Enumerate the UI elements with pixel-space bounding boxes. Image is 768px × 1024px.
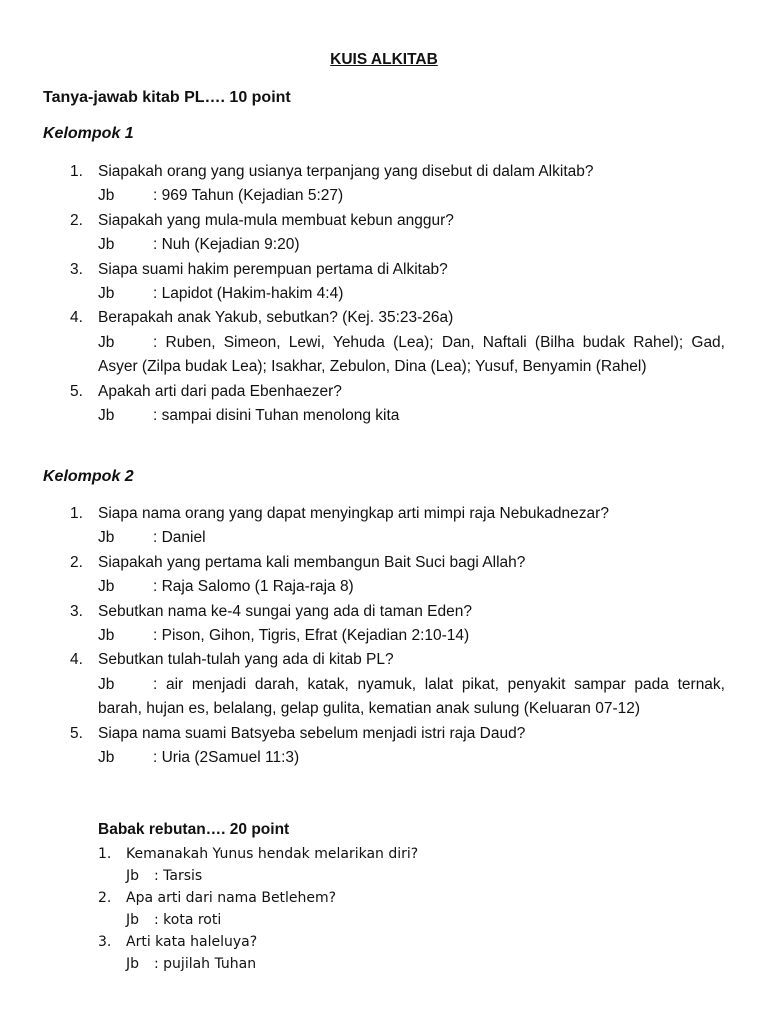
question-number: 3. [70,260,83,278]
question-text: Siapakah orang yang usianya terpanjang yang disebut di dalam Alkitab? [98,163,594,180]
list-item [70,258,725,307]
answer-prefix: Jb [98,236,115,254]
list-item [98,843,698,887]
question-number: 3. [70,602,83,620]
answer-text: : Uria (2Samuel 11:3) [153,749,300,767]
question-text: Siapakah yang mula-mula membuat kebun anggur? [98,211,454,229]
question-text: Sebutkan tulah-tulah yang ada di kitab PL? [98,651,394,669]
list-item [70,306,725,379]
answer-line [98,624,725,648]
section-heading-tanya-jawab: Tanya-jawab kitab PL…. 10 point [43,89,291,106]
answer-line [126,953,698,975]
question-text: Siapa nama orang yang dapat menyingkap arti mimpi raja Nebukadnezar? [98,505,609,522]
section-heading-babak-rebutan: Babak rebutan…. 20 point [98,821,290,838]
list-item [70,209,725,258]
list-item [70,502,725,551]
answer-line [126,865,698,887]
answer-prefix: Jb [126,956,140,972]
answer-prefix: Jb [98,675,115,693]
answer-text: : Pison, Gihon, Tigris, Efrat (Kejadian 2:10-14) [153,627,470,645]
answer-text: : air menjadi darah, katak, nyamuk, lalat pikat, penyakit sampar pada ternak, barah, hujan es, belalang, gelap gulita, kematian anak sulung (Keluaran 07-12) [98,675,725,718]
list-item [70,160,725,209]
list-item [70,380,725,429]
question-text: Apakah arti dari pada Ebenhaezer? [98,382,342,400]
answer-text: : Tarsis [154,868,203,884]
question-number: 1. [70,505,83,522]
question-number: 4. [70,651,83,669]
answer-text: : pujilah Tuhan [154,956,257,972]
answer-prefix: Jb [98,578,115,596]
question-number: 1. [70,163,83,180]
answer-line [98,575,725,599]
answer-prefix: Jb [98,627,115,645]
answer-prefix: Jb [98,529,115,547]
question-number: 2. [70,553,83,571]
list-item [70,551,725,600]
question-text: Sebutkan nama ke-4 sungai yang ada di taman Eden? [98,602,472,620]
answer-prefix: Jb [98,407,115,425]
question-text: Apa arti dari nama Betlehem? [126,890,337,906]
question-list-kelompok-2 [70,502,725,770]
question-text: Arti kata haleluya? [126,934,258,950]
answer-prefix: Jb [98,333,115,351]
question-text: Siapakah yang pertama kali membangun Bait Suci bagi Allah? [98,553,526,571]
question-number: 2. [70,211,83,229]
answer-prefix: Jb [126,912,140,928]
group-heading-kelompok-1: Kelompok 1 [43,125,134,142]
answer-text: : Ruben, Simeon, Lewi, Yehuda (Lea); Dan, Naftali (Bilha budak Rahel); Gad, Asyer (Zilpa budak Lea); Isakhar, Zebulon, Dina (Lea); Yusuf, Benyamin (Rahel) [98,333,725,376]
question-number: 1. [98,846,112,862]
answer-prefix: Jb [98,285,115,303]
question-number: 5. [70,382,83,400]
answer-line [98,673,725,722]
question-list-kelompok-1 [70,160,725,428]
answer-line [98,526,725,550]
list-item [98,931,698,975]
question-number: 5. [70,724,83,742]
answer-text: : Nuh (Kejadian 9:20) [153,236,300,254]
answer-prefix: Jb [98,187,115,205]
answer-text: : Lapidot (Hakim-hakim 4:4) [153,285,344,303]
answer-prefix: Jb [126,868,140,884]
document-title: KUIS ALKITAB [330,51,438,68]
answer-text: : Daniel [153,529,206,547]
answer-text: : Raja Salomo (1 Raja-raja 8) [153,578,354,596]
answer-line [126,909,698,931]
question-number: 2. [98,890,112,906]
question-number: 4. [70,309,83,327]
answer-line [98,404,725,428]
answer-line [98,282,725,306]
answer-prefix: Jb [98,749,115,767]
list-item [98,887,698,931]
question-text: Kemanakah Yunus hendak melarikan diri? [126,846,419,862]
answer-line [98,184,725,208]
answer-line [98,233,725,257]
question-number: 3. [98,934,112,950]
question-text: Siapa suami hakim perempuan pertama di Alkitab? [98,260,448,278]
question-list-rebutan [98,843,698,975]
answer-text: : kota roti [154,912,222,928]
list-item [70,648,725,721]
answer-text: : 969 Tahun (Kejadian 5:27) [153,187,344,205]
group-heading-kelompok-2: Kelompok 2 [43,468,134,485]
question-text: Berapakah anak Yakub, sebutkan? (Kej. 35:23-26a) [98,309,454,327]
list-item [70,722,725,771]
question-text: Siapa nama suami Batsyeba sebelum menjadi istri raja Daud? [98,724,526,742]
answer-line [98,746,725,770]
answer-text: : sampai disini Tuhan menolong kita [153,407,400,425]
list-item [70,600,725,649]
answer-line [98,331,725,380]
